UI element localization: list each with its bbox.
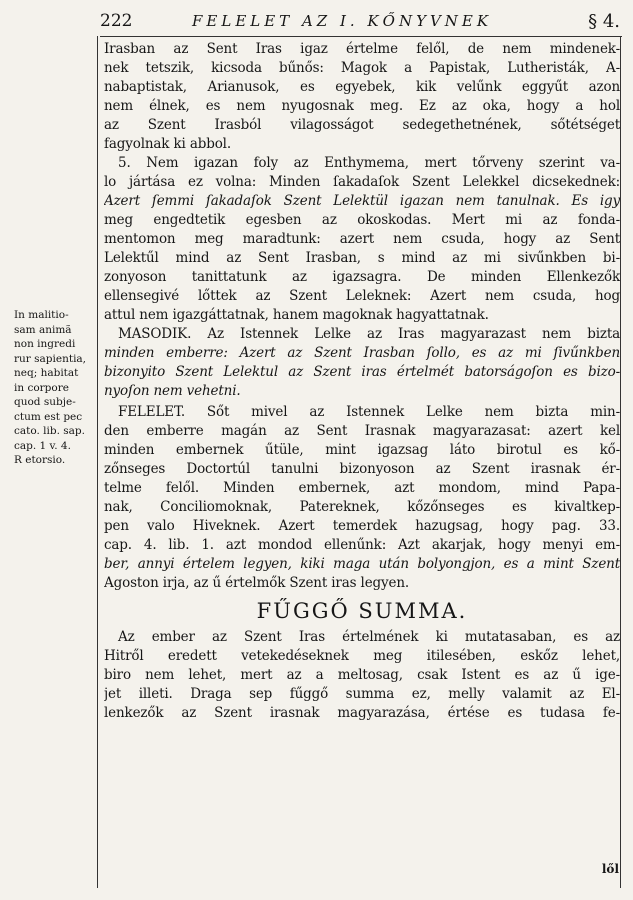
text-line: az Szent Irasból vilagosságot sedegethetnének, sőtétséget <box>104 117 620 133</box>
paragraph-4 <box>104 403 620 593</box>
margin-note-line: ctum est pec <box>14 410 83 423</box>
text-line: lo jártása ez volna: Minden ſakadaſok Szent Lelekkel dicsekednek: <box>104 174 620 190</box>
paragraph-2 <box>104 154 620 325</box>
text-line: den emberre magán az Sent Irasnak magyarazasat: azert kel <box>104 423 620 439</box>
text-line: Az ember az Szent Iras értelmének ki mutatasaban, es az <box>118 629 620 645</box>
margin-note-line: non ingredi <box>14 338 76 350</box>
text-line: 5. Nem igazan foly az Enthymema, mert tőrveny szerint va- <box>118 155 620 171</box>
text-line: ber, annyi értelem legyen, kiki maga után bolyongjon, es a mint Szent <box>104 556 620 572</box>
text-line: pen valo Hiveknek. Azert temerdek hazugsag, hogy pag. 33. <box>104 518 620 534</box>
text-line: Irasban az Sent Iras igaz értelme felől, de nem mindenek- <box>104 41 620 57</box>
running-title: FELELET AZ I. KŐNYVNEK <box>192 12 493 30</box>
margin-note-line: cato. lib. sap. <box>14 425 85 437</box>
main-text <box>104 40 620 723</box>
text-line: nabaptistak, Arianusok, es egyebek, kik velűnk eggyűt azon <box>104 79 620 95</box>
text-line: Hitről eredett vetekedéseknek meg itilesében, eskőz lehet, <box>104 648 620 664</box>
margin-note-line: sam animã <box>14 323 72 336</box>
text-line: Lelektűl mind az Sent Irasban, s mind az mi sivűnkben bi- <box>104 250 620 266</box>
catchword: lől <box>601 862 619 876</box>
margin-note-line: quod subje- <box>14 396 76 408</box>
section-heading: FŰGGŐ SUMMA. <box>256 599 468 623</box>
text-line: Agoston irja, az ű értelmők Szent iras legyen. <box>104 575 410 591</box>
text-line: minden embernek űtüle, mint igazsag láto birotul es kő- <box>104 442 620 458</box>
text-line: zőnseges Doctortúl tanulni bizonyoson az Szent irasnak ér- <box>104 461 620 477</box>
text-line: bizonyito Szent Lelektul az Szent iras értelmét batorságoſon es bizo- <box>104 364 620 380</box>
text-line: biro nem lehet, mert az a meltosag, csak Istent es az ű ige- <box>104 667 620 683</box>
page-header <box>100 6 622 37</box>
margin-note-line: in corpore <box>14 381 69 394</box>
margin-note-line: rur sapientia, <box>14 352 87 365</box>
text-line: fagyolnak ki abbol. <box>104 136 231 152</box>
paragraph-3 <box>104 325 620 401</box>
text-line: lenkezők az Szent irasnak magyarazása, értése es tudasa fe- <box>104 705 620 721</box>
text-line: jet illeti. Draga sep fűggő summa ez, melly valamit az El- <box>104 686 620 702</box>
left-margin-rule <box>97 36 98 888</box>
text-line: meg engedtetik egesben az okoskodas. Mert mi az fonda- <box>104 212 620 228</box>
text-line: nek tetszik, kicsoda bűnős: Magok a Papistak, Lutheristák, A- <box>104 60 620 76</box>
text-line: attul nem igazgáttatnak, hanem magoknak hagyattatnak. <box>104 307 489 323</box>
margin-note-line: In malitio- <box>14 309 69 321</box>
margin-note <box>14 308 96 468</box>
text-line: minden emberre: Azert az Szent Irasban ſollo, es az mi ſivűnkben <box>104 345 620 361</box>
margin-note-line: R etorsio. <box>14 454 66 466</box>
paragraph-5 <box>104 628 620 723</box>
text-line: cap. 4. lib. 1. azt mondod ellenűnk: Azt akarjak, hogy menyi em- <box>104 537 620 553</box>
text-line: telme felől. Minden embernek, azt mondom, mind Papa- <box>104 480 620 496</box>
margin-note-line: neq; habitat <box>14 367 79 379</box>
text-line: FELELET. Sőt mivel az Istennek Lelke nem bizta min- <box>118 404 620 420</box>
text-line: nem élnek, es nem nyugosnak meg. Ez az oka, hogy a hol <box>104 98 620 114</box>
text-line: zonyoson tanittatunk az igazsagra. De minden Ellenkezők <box>104 269 620 285</box>
text-line: nak, Conciliomoknak, Patereknek, kőzőnseges es kivaltkep- <box>104 499 620 515</box>
right-margin-rule <box>620 36 621 888</box>
text-line: ellensegivé lőttek az Szent Leleknek: Azert nem csuda, hog <box>104 288 620 304</box>
text-line: Azert ſemmi ſakadaſok Szent Lelektül igazan nem tanulnak. Es igy <box>104 193 620 209</box>
margin-note-line: cap. 1 v. 4. <box>14 439 71 452</box>
text-line: mentomon meg maradtunk: azert nem csuda, hogy az Sent <box>104 231 620 247</box>
paragraph-1 <box>104 40 620 154</box>
text-line: MASODIK. Az Istennek Lelke az Iras magyarazast nem bizta <box>118 326 620 342</box>
text-line: nyoſon nem vehetni. <box>104 383 241 399</box>
page-number: 222 <box>100 11 133 31</box>
section-mark: § 4. <box>588 11 620 32</box>
